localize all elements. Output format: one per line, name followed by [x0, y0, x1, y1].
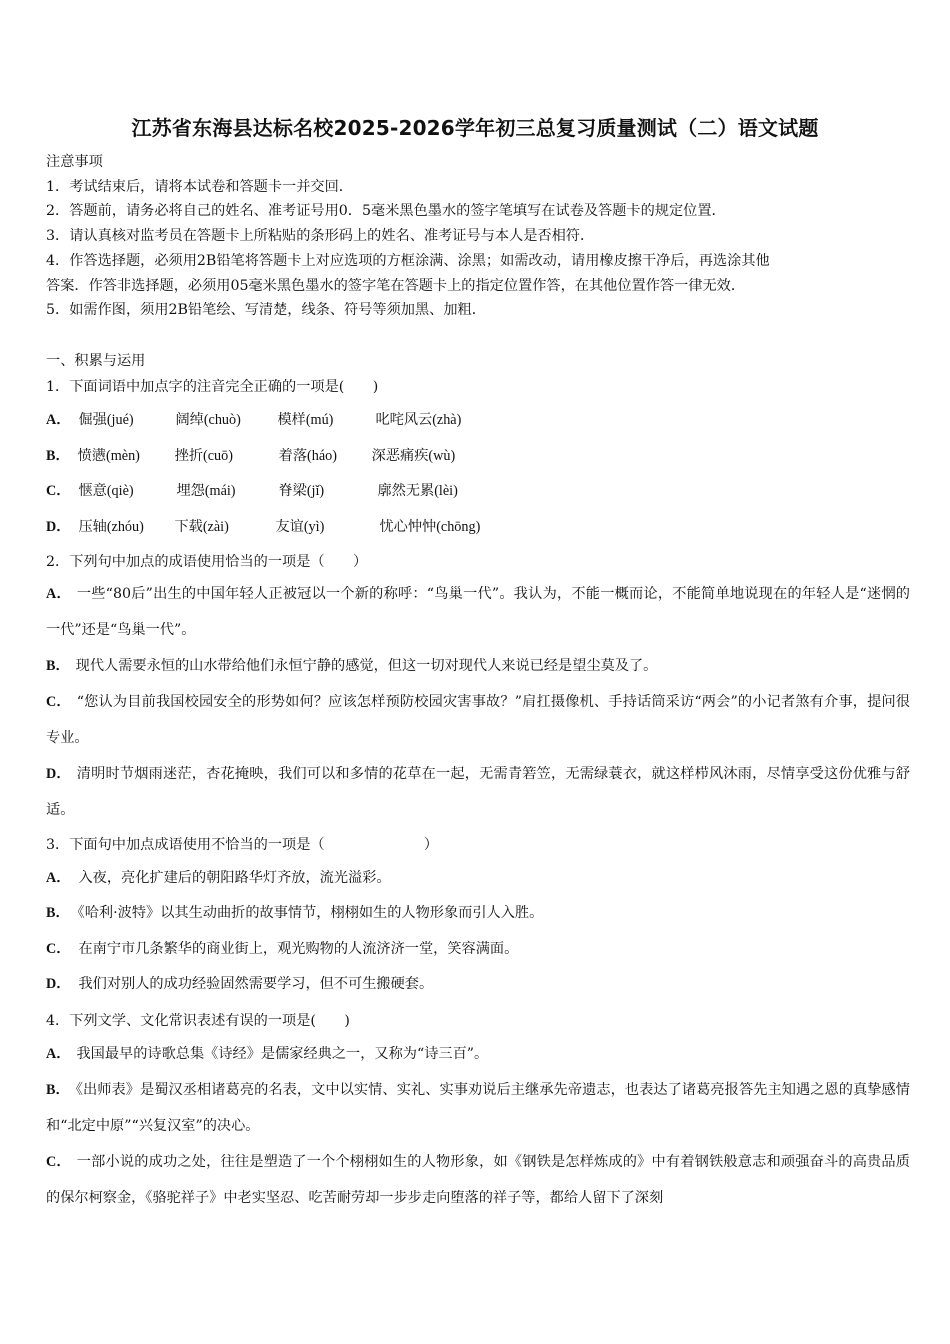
section-heading: 一、积累与运用	[46, 353, 146, 369]
question-1-option-a	[46, 409, 461, 429]
option-word: 友谊(yì)	[275, 519, 325, 535]
option-label: B．	[46, 905, 70, 921]
option-word: 压轴(zhóu)	[78, 519, 144, 535]
option-label: B．	[46, 448, 70, 464]
question-4-stem: 4．下列文学、文化常识表述有误的一项是( )	[46, 1013, 350, 1029]
question-4-option-c	[46, 1144, 910, 1216]
notice-heading: 注意事项	[46, 154, 103, 170]
notice-item: 2．答题前，请务必将自己的姓名、准考证号用0．5毫米黑色墨水的签字笔填写在试卷及答题卡的规定位置．	[46, 203, 726, 220]
option-word: 忧心忡忡(chōng)	[379, 519, 481, 535]
option-word: 挫折(cuō)	[174, 448, 233, 464]
option-text: 我们对别人的成功经验固然需要学习，但不可生搬硬套。	[78, 976, 434, 992]
option-word: 惬意(qiè)	[78, 483, 134, 499]
page-title: 江苏省东海县达标名校2025-2026学年初三总复习质量测试（二）语文试题	[131, 116, 819, 140]
option-label: C．	[46, 941, 71, 957]
option-word: 深恶痛疾(wù)	[371, 448, 456, 464]
question-2-stem: 2．下列句中加点的成语使用恰当的一项是（ ）	[46, 554, 368, 570]
notice-item: 4．作答选择题，必须用2B铅笔将答题卡上对应选项的方框涂满、涂黑；如需改动，请用橡皮擦干净后，再选涂其他	[46, 252, 770, 269]
option-label: D．	[46, 519, 71, 535]
option-word: 埋怨(mái)	[176, 483, 236, 499]
option-word: 阔绰(chuò)	[175, 412, 241, 428]
option-text: 在南宁市几条繁华的商业街上，观光购物的人流济济一堂，笑容满面。	[78, 941, 519, 957]
option-word: 模样(mú)	[277, 412, 334, 428]
notice-item: 1．考试结束后，请将本试卷和答题卡一并交回．	[46, 178, 353, 195]
question-4-option-a	[46, 1036, 910, 1072]
option-text: 《哈利·波特》以其生动曲折的故事情节，栩栩如生的人物形象而引人入胜。	[77, 905, 544, 921]
option-label: A．	[46, 412, 71, 428]
notice-item: 答案．作答非选择题，必须用05毫米黑色墨水的签字笔在答题卡上的指定位置作答，在其他位置作答一律无效．	[46, 277, 746, 294]
option-label: C．	[46, 1154, 71, 1170]
option-label: D．	[46, 766, 71, 782]
question-1-stem: 1．下面词语中加点字的注音完全正确的一项是( )	[46, 379, 379, 395]
notice-item: 5．如需作图，须用2B铅笔绘、写清楚，线条、符号等须加黑、加粗．	[46, 302, 486, 319]
option-label: B．	[46, 658, 70, 674]
question-1-option-d	[46, 516, 480, 536]
question-2-option-c	[46, 684, 910, 756]
question-3-option-d	[46, 973, 433, 993]
question-3-option-b	[46, 902, 543, 922]
option-word: 下载(zài)	[174, 519, 229, 535]
option-label: C．	[46, 694, 71, 710]
option-text: 我国最早的诗歌总集《诗经》是儒家经典之一，又称为“诗三百”。	[76, 1046, 489, 1062]
option-label: D．	[46, 976, 71, 992]
option-label: A．	[46, 870, 71, 886]
option-text: 一些“80后”出生的中国年轻人正被冠以一个新的称呼：“鸟巢一代”。我认为，不能一概而论，不能简单地说现在的年轻人是“迷惘的一代”还是“鸟巢一代”。	[46, 586, 910, 638]
question-1-option-b	[46, 445, 455, 465]
option-label: B．	[46, 1082, 70, 1098]
question-2-option-a	[46, 576, 910, 648]
option-text: “您认为目前我国校园安全的形势如何？应该怎样预防校园灾害事故？”肩扛摄像机、手持话筒采访“两会”的小记者煞有介事，提问很专业。	[46, 694, 910, 746]
option-word: 叱咤风云(zhà)	[375, 412, 462, 428]
option-text: 现代人需要永恒的山水带给他们永恒宁静的感觉，但这一切对现代人来说已经是望尘莫及了。	[75, 658, 658, 674]
option-text: 清明时节烟雨迷茫，杏花掩映，我们可以和多情的花草在一起，无需青箬笠，无需绿蓑衣，就这样栉风沐雨，尽情享受这份优雅与舒适。	[46, 766, 910, 818]
question-2-option-d	[46, 756, 910, 828]
question-4-option-b	[46, 1072, 910, 1144]
question-3-option-a	[46, 867, 391, 887]
option-text: 《出师表》是蜀汉丞相诸葛亮的名表，文中以实情、实礼、实事劝说后主继承先帝遗志，也表达了诸葛亮报答先主知遇之恩的真挚感情和“北定中原”“兴复汉室”的决心。	[46, 1082, 910, 1134]
option-word: 倔强(jué)	[78, 412, 134, 428]
option-word: 愤懑(mèn)	[77, 448, 140, 464]
question-3-stem: 3．下面句中加点成语使用不恰当的一项是（ ）	[46, 837, 439, 853]
option-label: A．	[46, 586, 71, 602]
option-text: 入夜，亮化扩建后的朝阳路华灯齐放，流光溢彩。	[78, 870, 391, 886]
question-1-option-c	[46, 480, 458, 500]
option-word: 脊梁(jǐ)	[278, 483, 325, 499]
notice-item: 3．请认真核对监考员在答题卡上所粘贴的条形码上的姓名、准考证号与本人是否相符．	[46, 228, 595, 245]
option-word: 着落(háo)	[278, 448, 337, 464]
option-label: C．	[46, 483, 71, 499]
question-2-option-b	[46, 648, 910, 684]
notice-block	[46, 150, 908, 323]
option-word: 廓然无累(lèi)	[377, 483, 458, 499]
question-3-option-c	[46, 938, 518, 958]
option-label: A．	[46, 1046, 71, 1062]
option-text: 一部小说的成功之处，往往是塑造了一个个栩栩如生的人物形象，如《钢铁是怎样炼成的》中有着钢铁般意志和顽强奋斗的高贵品质的保尔柯察金，《骆驼祥子》中老实坚忍、吃苦耐劳却一步步走向堕落的祥子等，都给人留下了深刻	[46, 1154, 910, 1206]
